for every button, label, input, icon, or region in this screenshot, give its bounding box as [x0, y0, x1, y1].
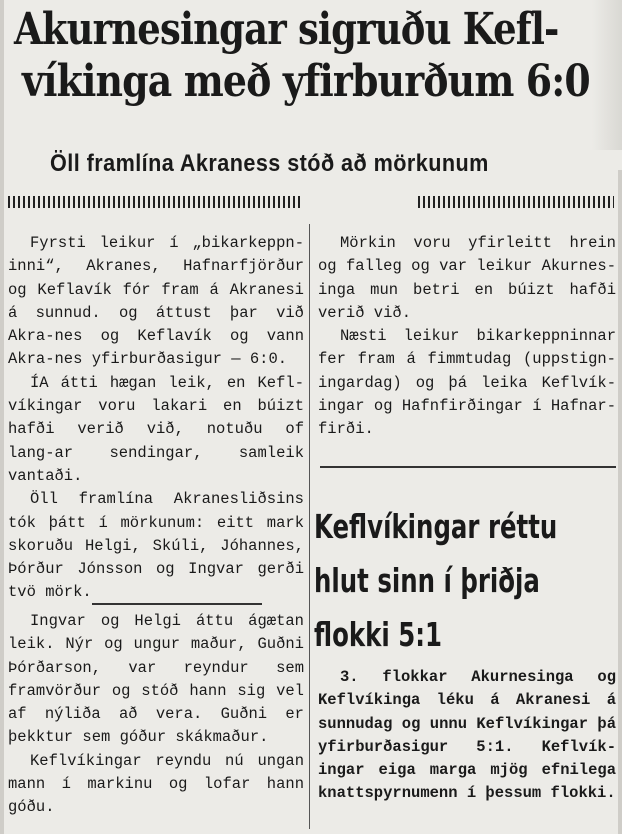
hatch-divider-left [8, 196, 300, 208]
second-headline [314, 500, 614, 662]
page-edge-right [618, 170, 622, 834]
headline-line-1: Akurnesingar sigruðu Kefl- [14, 4, 559, 55]
paragraph: Næsti leikur bikarkeppninnar fer fram á fimmtudag (uppstign-ingardag) og þá leika Keflvík-ingar og Hafnfirðingar í Hafnar-firði. [318, 327, 616, 439]
paragraph: Ingvar og Helgi áttu ágætan leik. Nýr og ungur maður, Guðni Þórðarson, var reyndur sem framvörður og stóð hann sig vel af nýliða að vera. Guðni er þekktur sem góður skákmaður. [8, 612, 304, 747]
paragraph: ÍA átti hægan leik, en Kefl-víkingar voru lakari en búizt hafði verið við, notuðu of lang-ar sendingar, samleik vantaði. [8, 373, 304, 485]
second-headline-line-3: flokki 5:1 [314, 615, 442, 654]
second-headline-line-1: Keflvíkingar réttu [314, 507, 558, 546]
paragraph: Mörkin voru yfirleitt hrein og falleg og var leikur Akurnes-inga mun betri en búizt hafði verið við. [318, 234, 616, 322]
paragraph: Fyrsti leikur í „bikarkeppn-inni“, Akranes, Hafnarfjörður og Keflavík fór fram á Akranesi á sunnud. og áttust þar við Akra-nes og Keflavík og vann Akra-nes yfirburðasigur — 6:0. [8, 234, 304, 369]
page-edge-left [0, 0, 4, 834]
headline-line-2: víkinga með yfirburðum 6:0 [22, 56, 590, 107]
second-headline-line-2: hlut sinn í þriðja [314, 561, 540, 600]
section-rule-right [320, 466, 616, 468]
left-column-text [8, 232, 304, 605]
sub-headline: Öll framlína Akraness stóð að mörkunum [50, 150, 489, 177]
right-column-text [318, 232, 616, 442]
adjacent-column-bleed [592, 0, 622, 150]
hatch-divider-right [418, 196, 614, 208]
second-article-text [318, 666, 616, 806]
section-rule-left [92, 603, 262, 605]
paragraph: Keflvíkingar reyndu nú ungan mann í markinu og lofar hann góðu. [8, 751, 304, 817]
paragraph: 3. flokkar Akurnesinga og Keflvíkinga léku á Akranesi á sunnudag og unnu Keflvíkingar þá yfirburðasigur 5:1. Keflvík-ingar eiga marga mjög efnilega knattspyrnumenn í þessum flokki. [318, 668, 616, 803]
paragraph: Öll framlína Akranesliðsins tók þátt í mörkunum: eitt mark skoruðu Helgi, Skúli, Jóhannes, Þórður Jónsson og Ingvar gerði tvö mörk. [8, 490, 304, 602]
left-column-text-continued [8, 610, 304, 820]
main-headline [14, 4, 594, 108]
column-divider [309, 224, 310, 829]
